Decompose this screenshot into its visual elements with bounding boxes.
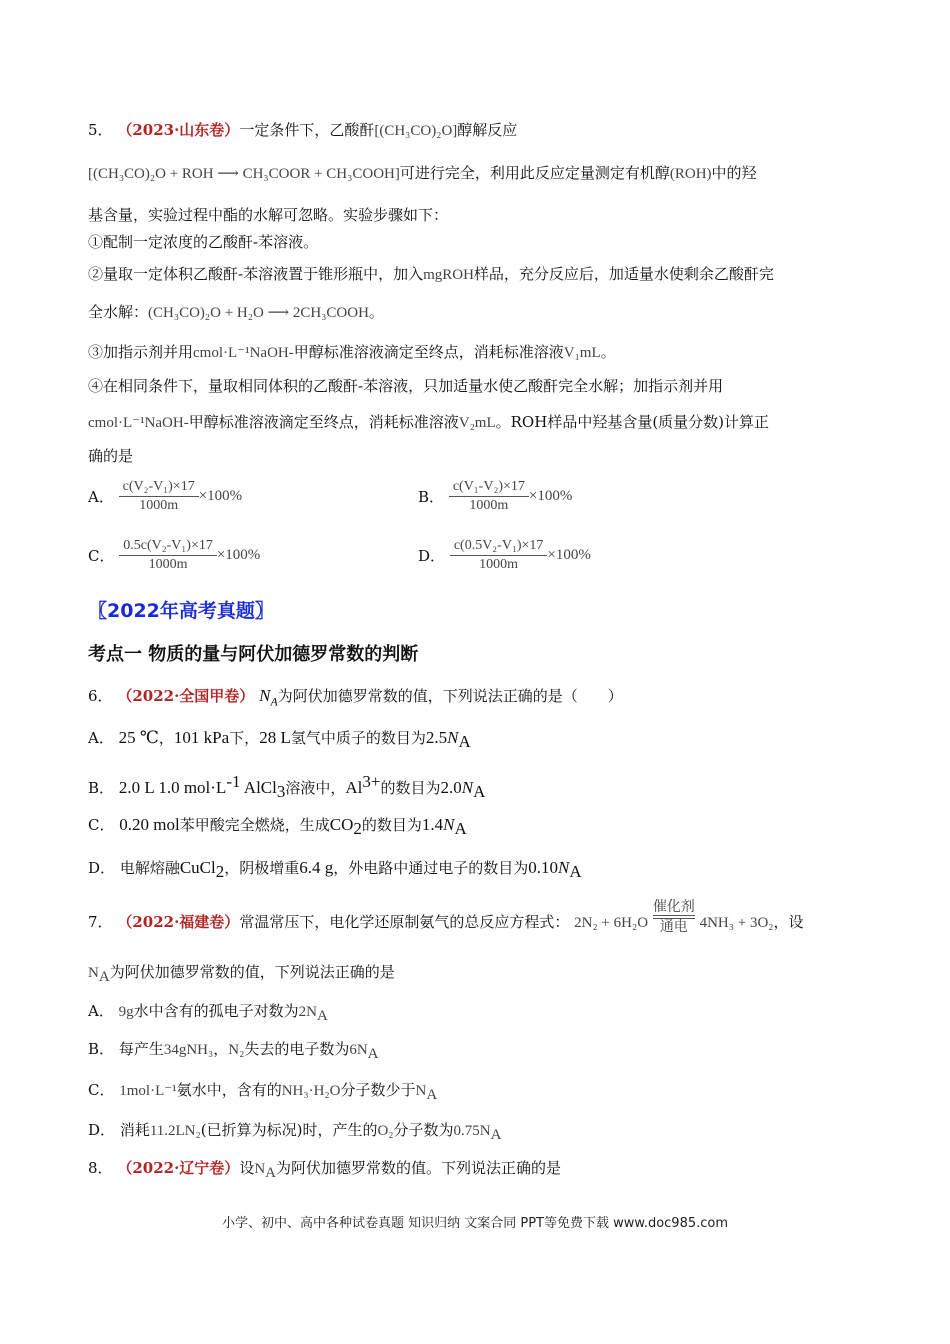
na-sub: A (316, 1008, 328, 1024)
q6-source: （2022·全国甲卷） (117, 687, 255, 705)
option-label: B． (88, 1040, 115, 1058)
q5-formula: mgROH (423, 267, 474, 283)
option-label: D． (88, 859, 116, 877)
equation-right: 4NH₃ + 3O₂ (699, 915, 774, 931)
formula: 2.0 (440, 778, 462, 797)
q5-step-2 (88, 264, 774, 285)
q5-step-2-cont (88, 302, 384, 323)
text: ，阴极增重 (224, 859, 300, 877)
option-label: A． (88, 1002, 114, 1020)
formula: 0.10 (528, 858, 559, 877)
text: 每产生 (118, 1040, 164, 1058)
formula: 9g (118, 1004, 134, 1020)
q5-formula-v1: V₁mL (563, 345, 601, 361)
option-label: D． (418, 547, 446, 565)
q7-number: 7． (88, 913, 113, 931)
q6-text: 为阿伏加德罗常数的值，下列说法正确的是（ ） (277, 687, 623, 705)
formula: 101 kPa (173, 728, 230, 747)
na-sub: A (270, 694, 278, 709)
q5-option-d[interactable] (418, 537, 591, 574)
option-label: C． (88, 1081, 115, 1099)
text: 分子数为 (393, 1121, 454, 1139)
q5-hydrolysis-equation: (CH₃CO)₂O + H₂O ⟶ 2CH₃COOH (148, 305, 369, 321)
q5-text: 甲醇标准溶液滴定至终点，消耗标准溶液 (293, 343, 564, 361)
q5-text: 全水解： (88, 303, 149, 321)
fraction-denominator: 1000m (139, 498, 179, 513)
na-symbol (259, 686, 278, 709)
na-sub: A (426, 1087, 438, 1103)
na-n: N (461, 778, 474, 797)
fraction-denominator: 1000m (479, 557, 519, 572)
na-sub: A (454, 819, 467, 838)
q5-number: 5． (88, 121, 113, 139)
formula: 28 L (259, 728, 291, 747)
q5-step-1: ①配制一定浓度的乙酸酐-苯溶液。 (88, 233, 319, 251)
q5-line-2 (88, 163, 757, 184)
q5-text: 中的羟 (711, 164, 757, 182)
q5-option-b[interactable] (418, 478, 572, 515)
option-fraction (119, 537, 217, 574)
option-fraction (449, 478, 529, 515)
option-label: B． (418, 488, 445, 506)
fraction-numerator: 0.5c(V₂-V₁)×17 (119, 537, 217, 556)
q8-text: 为阿伏加德罗常数的值。下列说法正确的是 (276, 1159, 562, 1177)
q7-stem (88, 899, 804, 941)
q5-line-1 (88, 120, 517, 141)
option-label: C． (88, 547, 115, 565)
q7-stem-cont (88, 962, 395, 987)
q5-text: 。ROH样品中羟基含量(质量分数)计算正 (495, 413, 770, 431)
option-label: A． (88, 488, 114, 506)
q5-formula-roh: (ROH) (669, 166, 712, 182)
q5-step-4: ④在相同条件下，量取相同体积的乙酸酐-苯溶液，只加适量水使乙酸酐完全水解；加指示剂并用 (88, 377, 724, 395)
q5-text: 。 (368, 303, 384, 321)
sub: 2 (353, 819, 362, 838)
option-label: D． (88, 1121, 116, 1139)
q7-text: 常温常压下，电化学还原制氨气的总反应方程式： (239, 913, 570, 931)
q5-text: ②量取一定体积乙酸酐-苯溶液置于锥形瓶中，加入 (88, 265, 424, 283)
option-tail: ×100% (198, 488, 243, 504)
na-sub: A (490, 1127, 502, 1143)
q6-option-c[interactable] (88, 815, 467, 839)
na-sub: A (473, 782, 486, 801)
q5-formula: cmol·L⁻¹NaOH- (193, 345, 294, 361)
text: 的数目为 (361, 816, 422, 834)
fraction-numerator: c(0.5V₂-V₁)×17 (450, 537, 548, 556)
q5-step-4-end: 确的是 (88, 447, 134, 465)
q7-option-d[interactable] (88, 1120, 501, 1145)
formula: 25 ℃ (118, 728, 159, 747)
formula: 1mol·L⁻¹ (119, 1083, 177, 1099)
q8-stem (88, 1158, 561, 1183)
q5-text: 。 (600, 343, 616, 361)
text: 水中含有的孤电子对数为 (133, 1002, 299, 1020)
q5-text: 一定条件下，乙酸酐 (239, 121, 375, 139)
q8-text: 设 (239, 1159, 255, 1177)
option-label: B． (88, 779, 115, 797)
text: ，外电路中通过电子的数目为 (333, 859, 529, 877)
formula: 34gNH₃ (163, 1042, 214, 1058)
kaodian-heading: 考点一 物质的量与阿伏加德罗常数的判断 (88, 644, 419, 665)
fraction-numerator: c(V₁-V₂)×17 (449, 478, 529, 497)
q5-option-c[interactable] (88, 537, 260, 574)
sub: 2 (215, 862, 225, 881)
page-footer: 小学、初中、高中各种试卷真题 知识归纳 文案合同 PPT等免费下载 www.doc985.com (221, 1216, 729, 1231)
q7-option-c[interactable] (88, 1080, 437, 1105)
q5-option-a[interactable] (88, 478, 242, 515)
formula: N₂ (228, 1042, 245, 1058)
text: 下， (229, 729, 260, 747)
na-sub: A (569, 862, 582, 881)
na-n: N (259, 686, 271, 705)
q5-step-4-cont (88, 412, 769, 433)
text: 的数目为 (380, 779, 441, 797)
q6-number: 6． (88, 687, 113, 705)
formula: 0.20 mol (119, 815, 180, 834)
q7-option-a[interactable] (88, 1001, 328, 1026)
catalyst-label: 催化剂 (652, 899, 695, 915)
q5-formula-v2: V₂mL (458, 415, 496, 431)
formula: CO (329, 815, 354, 834)
q5-formula: cmol·L⁻¹NaOH- (88, 415, 189, 431)
q5-text: 醇解反应 (457, 121, 518, 139)
text: ， (213, 1040, 229, 1058)
fraction-numerator: c(V₂-V₁)×17 (119, 478, 199, 497)
na-sub: A (458, 732, 471, 751)
formula: O₂ (377, 1123, 394, 1139)
option-label: A． (88, 729, 114, 747)
option-fraction (119, 478, 199, 515)
na-sub: A (98, 969, 110, 985)
q6-stem (88, 686, 623, 711)
q5-text: 可进行完全，利用此反应定量测定有机醇 (399, 164, 670, 182)
q5-step-3 (88, 342, 616, 363)
q5-formula-anhydride: [(CH₃CO)₂O] (374, 123, 458, 139)
formula: NH₃·H₂O (281, 1083, 341, 1099)
sub: 3 (276, 782, 286, 801)
option-fraction (450, 537, 548, 574)
text: 氢气中质子的数目为 (290, 729, 426, 747)
text: 溶液中， (285, 779, 346, 797)
formula: N (415, 1083, 427, 1099)
fraction-denominator: 1000m (148, 557, 188, 572)
formula: 11.2LN₂ (149, 1123, 201, 1139)
text: ， (158, 729, 174, 747)
option-tail: ×100% (547, 547, 591, 563)
text: (已折算为标况)时，产生的 (200, 1121, 378, 1139)
na-n: N (447, 728, 459, 747)
equation-left: 2N₂ + 6H₂O (574, 915, 649, 931)
condition-label: 通电 (659, 919, 688, 935)
q6-option-b[interactable] (88, 772, 485, 802)
section-title: 〖2022年高考真题〗 (88, 600, 274, 622)
formula: 6.4 g (299, 858, 334, 877)
formula: 2.0 L 1.0 mol·L (118, 778, 227, 797)
formula: Al (345, 778, 363, 797)
text: 苯甲酸完全燃烧，生成 (179, 816, 330, 834)
text: 电解熔融 (119, 859, 180, 877)
q6-option-d[interactable] (88, 858, 582, 882)
q5-line-3: 基含量，实验过程中酯的水解可忽略。实验步骤如下： (88, 206, 449, 224)
na-n: N (443, 815, 455, 834)
q7-text: 为阿伏加德罗常数的值，下列说法正确的是 (109, 963, 395, 981)
catalyst-arrow (653, 899, 695, 935)
text: 失去的电子数为 (244, 1040, 350, 1058)
option-label: C． (88, 816, 115, 834)
q5-reaction-equation: [(CH₃CO)₂O + ROH ⟶ CH₃COOR + CH₃COOH] (88, 166, 400, 182)
text: 氨水中，含有的 (176, 1081, 282, 1099)
q7-option-b[interactable] (88, 1039, 379, 1064)
option-tail: ×100% (216, 547, 261, 563)
text: 分子数少于 (340, 1081, 416, 1099)
sup: -1 (226, 772, 241, 791)
q5-text: 样品，充分反应后，加适量水使剩余乙酸酐完 (473, 265, 774, 283)
formula: 6N (349, 1042, 368, 1058)
q7-source: （2022·福建卷） (117, 913, 240, 931)
na-n: N (558, 858, 570, 877)
text: 消耗 (119, 1121, 150, 1139)
q5-source: （2023·山东卷） (117, 121, 240, 139)
na-n: N (88, 965, 99, 981)
formula: 0.75N (453, 1123, 491, 1139)
q8-source: （2022·辽宁卷） (117, 1159, 240, 1177)
formula: 1.4 (421, 815, 444, 834)
q5-text: 甲醇标准溶液滴定至终点，消耗标准溶液 (188, 413, 459, 431)
sup: 3+ (362, 772, 381, 791)
na-sub: A (367, 1046, 379, 1062)
na-sub: A (265, 1165, 277, 1181)
formula: AlCl (240, 778, 277, 797)
formula: CuCl (179, 858, 216, 877)
formula: 2N (298, 1004, 317, 1020)
q6-option-a[interactable] (88, 728, 471, 752)
q8-number: 8． (88, 1159, 113, 1177)
fraction-denominator: 1000m (469, 498, 509, 513)
formula: 2.5 (425, 728, 448, 747)
option-tail: ×100% (528, 488, 573, 504)
na-n: N (254, 1161, 266, 1177)
q7-text: ，设 (773, 913, 804, 931)
q5-text: ③加指示剂并用 (88, 343, 194, 361)
